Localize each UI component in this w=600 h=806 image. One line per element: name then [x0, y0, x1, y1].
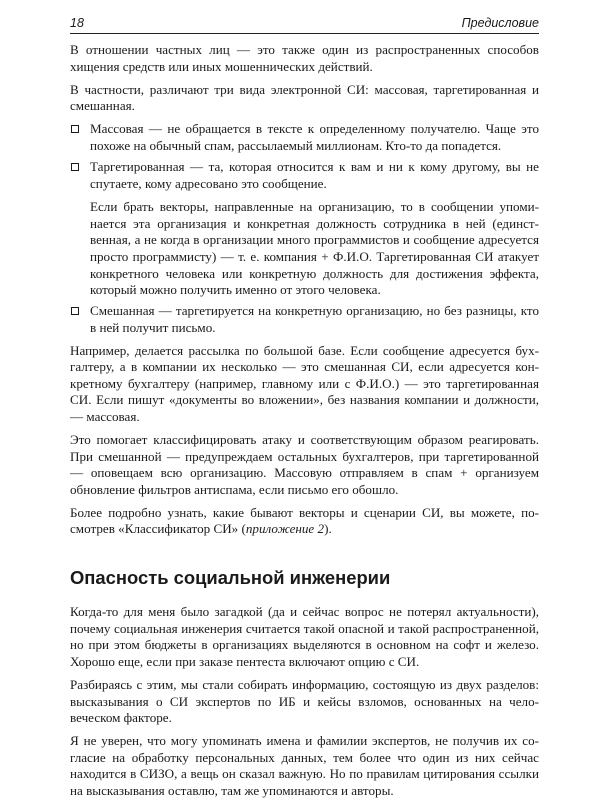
paragraph: Например, делается рассылка по большой базе. Если сообщение адресуется бухгалтеру, а в компании их несколько — это смешанная СИ, если адресуется конкретному бухгалтеру (например, главному или с Ф.И.О.) — это таргетированная СИ. Если пишут «документы во вложении», без названия компании и должности, — массовая. — [70, 342, 539, 424]
paragraph: В частности, различают три вида электронной СИ: массовая, таргетированная и смешанная. — [70, 81, 539, 114]
list-item-text: Таргетированная — та, которая относится к вам и ни к кому другому, вы не спутаете, кому адресовано это сообщение. — [90, 159, 539, 191]
paragraph-text: Более подробно узнать, какие бывают векторы и сценарии СИ, вы можете, посмотрев «Классификатор СИ» ( — [70, 504, 539, 537]
page-body — [70, 42, 539, 806]
appendix-reference: приложение 2 — [245, 521, 325, 537]
paragraph: Когда-то для меня было загадкой (да и сейчас вопрос не потерял актуальности), почему социальная инженерия считается такой опасной и такой распространенной, но при этом бюджеты в организациях выделяются в основном на софт и железо. Хорошо еще, если при заказе пентеста включают опцию с СИ. — [70, 604, 539, 669]
checkbox-bullet-icon — [71, 125, 79, 133]
list-item — [70, 159, 539, 299]
list-item-subparagraph: Если брать векторы, направленные на организацию, то в сообщении упоминается эта организация и конкретная должность сотрудника в ней (единственная, а не когда в организации много программистов и сообщение адресуется просто программисту) — т. е. компания + Ф.И.О. Таргетированная СИ атакует конкретного человека или конкретную должность для достижения эффекта, который можно получить именно от этого человека. — [90, 199, 539, 298]
paragraph: В отношении частных лиц — это также один из распространенных способов хищения средств или иных мошеннических действий. — [70, 42, 539, 74]
list-item — [70, 121, 539, 154]
paragraph — [70, 505, 539, 538]
list-item-text: Массовая — не обращается в тексте к определенному получателю. Чаще это похоже на обычный спам, рассылаемый миллионам. Кто-то да попадется. — [90, 121, 539, 153]
paragraph: Это помогает классифицировать атаку и соответствующим образом реагировать. При смешанной — предупреждаем остальных бухгалтеров, при таргетированной — оповещаем всю организацию. Массовую отправляем в спам + организуем обновление фильтров антиспама, если письмо его обошло. — [70, 431, 539, 497]
list-item — [70, 303, 539, 336]
running-section-title: Предисловие — [461, 16, 539, 30]
checkbox-bullet-icon — [71, 163, 79, 171]
checkbox-bullet-icon — [71, 307, 79, 315]
running-header — [70, 13, 539, 34]
bullet-list — [70, 121, 539, 336]
paragraph: Я не уверен, что могу упоминать имена и фамилии экспертов, не получив их согласие на обработку персональных данных, тем более что один из них сейчас находится в СИЗО, а вещь он сказал важную. Но по правилам цитирования ссылки на высказывания оставлю, там же упоминаются и авторы. — [70, 733, 539, 798]
paragraph: Разбираясь с этим, мы стали собирать информацию, состоящую из двух разделов: высказывания о СИ экспертов по ИБ и кейсы взломов, основанных на человеческом факторе. — [70, 676, 539, 726]
list-item-text: Смешанная — таргетируется на конкретную организацию, но без разницы, кто в ней получит письмо. — [90, 303, 539, 335]
paragraph-text-end: ). — [324, 521, 332, 537]
section-heading: Опасность социальной инженерии — [70, 567, 391, 589]
page-number: 18 — [70, 16, 84, 30]
